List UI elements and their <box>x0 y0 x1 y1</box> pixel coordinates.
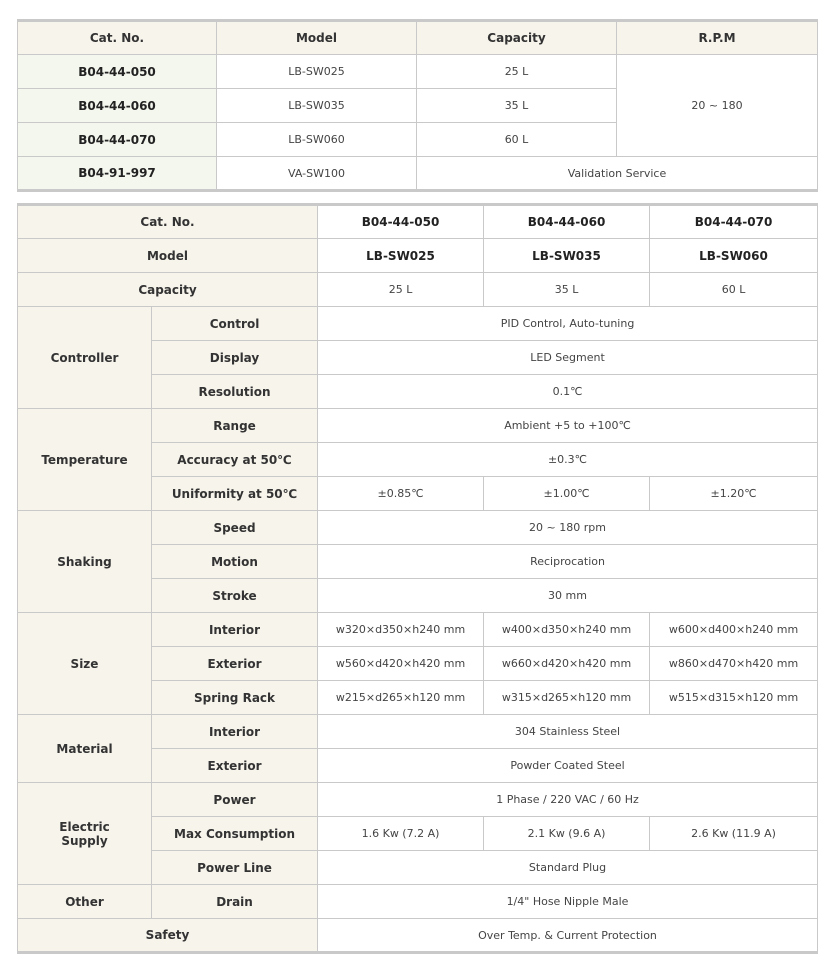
row-value-range: Ambient +5 to +100℃ <box>318 409 818 443</box>
row-label-range: Range <box>152 409 318 443</box>
row-label-motion: Motion <box>152 545 318 579</box>
row-label-spring-rack: Spring Rack <box>152 681 318 715</box>
row-value-size-exterior: w860×d470×h420 mm <box>650 647 818 681</box>
row-label-accuracy: Accuracy at 50℃ <box>152 443 318 477</box>
table-row <box>18 885 818 919</box>
order-header-cat: Cat. No. <box>18 21 217 55</box>
order-cat-no: B04-44-060 <box>18 89 217 123</box>
spec-cat-row <box>18 205 818 239</box>
spec-capacity-value: 60 L <box>650 273 818 307</box>
row-value-max-consumption: 2.1 Kw (9.6 A) <box>484 817 650 851</box>
row-label-safety: Safety <box>18 919 318 953</box>
row-value-size-exterior: w560×d420×h420 mm <box>318 647 484 681</box>
group-electric-supply <box>18 783 152 885</box>
row-label-power-line: Power Line <box>152 851 318 885</box>
row-label-uniformity: Uniformity at 50℃ <box>152 477 318 511</box>
table-row <box>18 409 818 443</box>
row-value-size-interior: w600×d400×h240 mm <box>650 613 818 647</box>
table-row <box>18 55 818 89</box>
order-model: LB-SW035 <box>217 89 417 123</box>
order-service-desc: Validation Service <box>417 157 818 191</box>
spec-capacity-value: 35 L <box>484 273 650 307</box>
order-rpm: 20 ~ 180 <box>617 55 818 157</box>
row-value-size-interior: w320×d350×h240 mm <box>318 613 484 647</box>
spec-cat-value: B04-44-060 <box>484 205 650 239</box>
row-label-material-exterior: Exterior <box>152 749 318 783</box>
row-value-max-consumption: 2.6 Kw (11.9 A) <box>650 817 818 851</box>
row-value-material-exterior: Powder Coated Steel <box>318 749 818 783</box>
row-value-safety: Over Temp. & Current Protection <box>318 919 818 953</box>
row-label-speed: Speed <box>152 511 318 545</box>
order-capacity: 25 L <box>417 55 617 89</box>
row-label-material-interior: Interior <box>152 715 318 749</box>
row-value-power-line: Standard Plug <box>318 851 818 885</box>
spec-model-value: LB-SW035 <box>484 239 650 273</box>
row-value-control: PID Control, Auto-tuning <box>318 307 818 341</box>
row-value-uniformity: ±0.85℃ <box>318 477 484 511</box>
row-label-power: Power <box>152 783 318 817</box>
row-value-size-interior: w400×d350×h240 mm <box>484 613 650 647</box>
spec-model-value: LB-SW025 <box>318 239 484 273</box>
group-controller: Controller <box>18 307 152 409</box>
order-model: LB-SW060 <box>217 123 417 157</box>
order-header-rpm: R.P.M <box>617 21 818 55</box>
table-row <box>18 783 818 817</box>
table-row <box>18 715 818 749</box>
row-value-size-exterior: w660×d420×h420 mm <box>484 647 650 681</box>
spec-cat-value: B04-44-070 <box>650 205 818 239</box>
row-label-size-exterior: Exterior <box>152 647 318 681</box>
group-other: Other <box>18 885 152 919</box>
order-capacity: 60 L <box>417 123 617 157</box>
row-value-max-consumption: 1.6 Kw (7.2 A) <box>318 817 484 851</box>
spec-capacity-value: 25 L <box>318 273 484 307</box>
order-cat-no: B04-44-050 <box>18 55 217 89</box>
row-label-size-interior: Interior <box>152 613 318 647</box>
row-value-stroke: 30 mm <box>318 579 818 613</box>
order-model: VA-SW100 <box>217 157 417 191</box>
order-header-capacity: Capacity <box>417 21 617 55</box>
order-header-model: Model <box>217 21 417 55</box>
spec-model-label: Model <box>18 239 318 273</box>
row-label-display: Display <box>152 341 318 375</box>
row-label-control: Control <box>152 307 318 341</box>
row-label-resolution: Resolution <box>152 375 318 409</box>
spec-capacity-label: Capacity <box>18 273 318 307</box>
row-value-accuracy: ±0.3℃ <box>318 443 818 477</box>
spec-model-row <box>18 239 818 273</box>
spec-model-value: LB-SW060 <box>650 239 818 273</box>
row-value-power: 1 Phase / 220 VAC / 60 Hz <box>318 783 818 817</box>
row-value-resolution: 0.1℃ <box>318 375 818 409</box>
row-value-drain: 1/4" Hose Nipple Male <box>318 885 818 919</box>
row-label-stroke: Stroke <box>152 579 318 613</box>
row-value-motion: Reciprocation <box>318 545 818 579</box>
row-value-uniformity: ±1.20℃ <box>650 477 818 511</box>
group-electric-line2: Supply <box>61 833 108 848</box>
table-row <box>18 511 818 545</box>
order-table <box>17 19 818 192</box>
row-label-drain: Drain <box>152 885 318 919</box>
table-row <box>18 919 818 953</box>
group-size: Size <box>18 613 152 715</box>
row-value-spring-rack: w315×d265×h120 mm <box>484 681 650 715</box>
order-header-row <box>18 21 818 55</box>
table-row <box>18 307 818 341</box>
row-value-speed: 20 ~ 180 rpm <box>318 511 818 545</box>
group-shaking: Shaking <box>18 511 152 613</box>
row-value-material-interior: 304 Stainless Steel <box>318 715 818 749</box>
group-electric-line1: Electric <box>59 819 110 834</box>
group-temperature: Temperature <box>18 409 152 511</box>
row-value-spring-rack: w515×d315×h120 mm <box>650 681 818 715</box>
row-value-uniformity: ±1.00℃ <box>484 477 650 511</box>
order-model: LB-SW025 <box>217 55 417 89</box>
row-value-display: LED Segment <box>318 341 818 375</box>
table-row <box>18 613 818 647</box>
spec-cat-label: Cat. No. <box>18 205 318 239</box>
row-label-max-consumption: Max Consumption <box>152 817 318 851</box>
order-cat-no: B04-44-070 <box>18 123 217 157</box>
spec-cat-value: B04-44-050 <box>318 205 484 239</box>
order-capacity: 35 L <box>417 89 617 123</box>
table-row <box>18 157 818 191</box>
group-material: Material <box>18 715 152 783</box>
spec-capacity-row <box>18 273 818 307</box>
row-value-spring-rack: w215×d265×h120 mm <box>318 681 484 715</box>
spec-table <box>17 203 818 954</box>
order-cat-no: B04-91-997 <box>18 157 217 191</box>
